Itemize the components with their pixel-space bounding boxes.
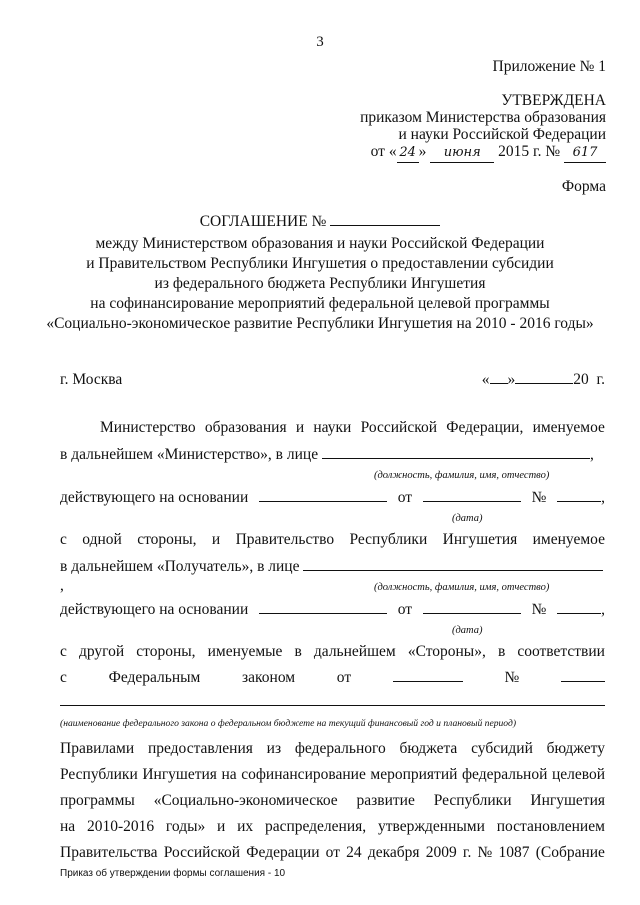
- recipient-person-row: в дальнейшем «Получатель», в лице ,: [60, 557, 605, 595]
- rules-line: программы «Социально-экономическое развитие Республики Ингушетия: [60, 792, 605, 809]
- rules-line: Правилами предоставления из федерального бюджета субсидий бюджету: [60, 740, 605, 757]
- approval-date-line: от « 24 » июня 2015 г. № 617: [371, 143, 606, 163]
- paragraph-ministry: Министерство образования и науки Российской Федерации, именуемое: [100, 419, 605, 436]
- federal-law-row: с Федеральным законом от №: [60, 668, 605, 687]
- place: г. Москва: [60, 371, 123, 388]
- approval-month: июня: [430, 144, 494, 163]
- law-name-blank: [60, 705, 605, 706]
- agreement-date: « » 20 г.: [481, 371, 605, 388]
- ministry-basis-row: действующего на основании от № ,: [60, 489, 605, 506]
- recipient-basis-row: действующего на основании от № ,: [60, 601, 605, 618]
- hint-person: (должность, фамилия, имя, отчество): [374, 582, 550, 593]
- recipient-person-blank: [303, 557, 603, 571]
- hint-date: (дата): [452, 625, 483, 636]
- rules-line: на 2010-2016 годы» и их распределения, утвержденными постановлением: [60, 818, 605, 835]
- hint-law: (наименование федерального закона о федеральном бюджете на текущий финансовый год и плановый период): [60, 718, 517, 729]
- hint-person: (должность, фамилия, имя, отчество): [374, 470, 550, 481]
- page-number: 3: [316, 34, 324, 50]
- agreement-number-blank: [330, 212, 440, 226]
- paragraph-parties: с другой стороны, именуемые в дальнейшем «Стороны», в соответствии: [60, 643, 605, 660]
- agreement-heading: СОГЛАШЕНИЕ №: [40, 212, 600, 231]
- form-label: Форма: [561, 178, 606, 195]
- page-footer: Приказ об утверждении формы соглашения - 10: [60, 868, 286, 879]
- paragraph-government: с одной стороны, и Правительство Республики Ингушетия именуемое: [60, 531, 605, 548]
- title-line: и Правительством Республики Ингушетия о предоставлении субсидии: [86, 255, 554, 272]
- approval-line1: приказом Министерства образования: [360, 109, 606, 126]
- ministry-person-blank: [322, 445, 590, 459]
- place-date-row: [60, 370, 605, 389]
- ministry-person-row: в дальнейшем «Министерство», в лице ,: [60, 446, 594, 463]
- approval-day: 24: [397, 144, 419, 163]
- appendix-label: Приложение № 1: [492, 58, 606, 75]
- approval-number: 617: [564, 144, 606, 163]
- title-line: из федерального бюджета Республики Ингушетия: [154, 275, 486, 292]
- approved-label: УТВЕРЖДЕНА: [501, 92, 606, 109]
- hint-date: (дата): [452, 513, 483, 524]
- rules-line: Республики Ингушетия на софинансирование мероприятий федеральной целевой: [60, 766, 605, 783]
- title-line: на софинансирование мероприятий федеральной целевой программы: [90, 295, 550, 312]
- rules-line: Правительства Российской Федерации от 24 декабря 2009 г. № 1087 (Собрание: [60, 844, 605, 861]
- title-line: между Министерством образования и науки Российской Федерации: [95, 235, 545, 252]
- title-line: «Социально-экономическое развитие Республики Ингушетия на 2010 - 2016 годы»: [46, 315, 594, 332]
- approval-line2: и науки Российской Федерации: [398, 126, 606, 143]
